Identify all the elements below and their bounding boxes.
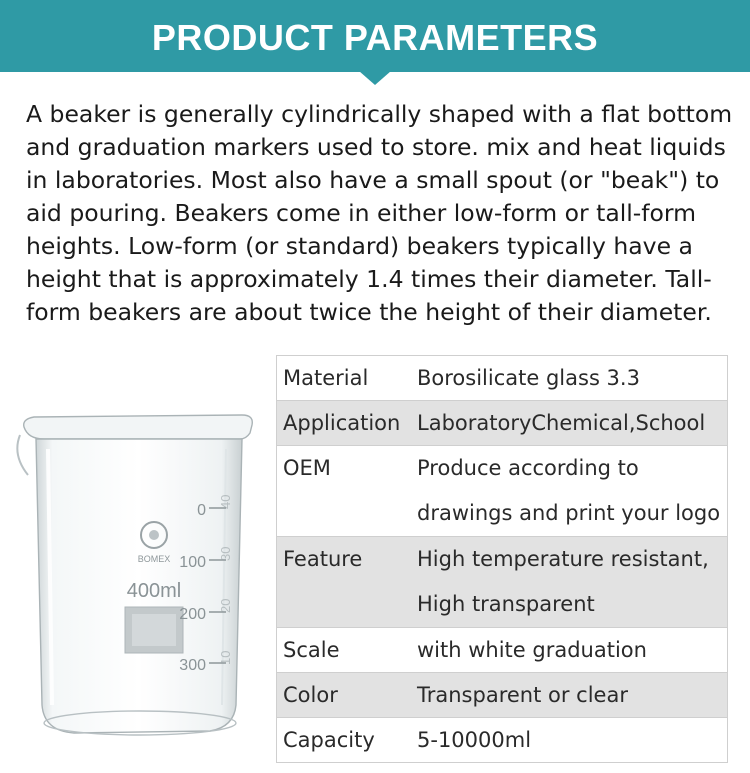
- beaker-illustration: [14, 405, 264, 750]
- spec-row-feature: [277, 537, 728, 628]
- spec-label: Capacity: [277, 718, 406, 763]
- spec-label: OEM: [277, 446, 406, 537]
- spec-value: 5-10000ml: [405, 718, 728, 763]
- spec-row-scale: [277, 628, 728, 673]
- spec-row-color: [277, 673, 728, 718]
- spec-value: LaboratoryChemical,School: [405, 401, 728, 446]
- specifications-table: [276, 355, 728, 763]
- spec-value: Borosilicate glass 3.3: [405, 356, 728, 401]
- spec-row-application: [277, 401, 728, 446]
- scale-label-0: 0: [197, 502, 206, 519]
- spec-label: Scale: [277, 628, 406, 673]
- spec-row-oem: [277, 446, 728, 537]
- spec-row-capacity: [277, 718, 728, 763]
- spec-value: [405, 446, 728, 537]
- scale-label-10: 10: [218, 650, 233, 665]
- spec-label: Color: [277, 673, 406, 718]
- scale-label-200: 200: [179, 606, 206, 623]
- scale-label-100: 100: [179, 554, 206, 571]
- spec-value: [405, 537, 728, 628]
- spec-value: Transparent or clear: [405, 673, 728, 718]
- spec-label: Material: [277, 356, 406, 401]
- beaker-brand: BOMEX: [137, 554, 171, 564]
- scale-label-40: 40: [218, 494, 233, 509]
- scale-label-20: 20: [218, 598, 233, 613]
- spec-label: Application: [277, 401, 406, 446]
- spec-value: with white graduation: [405, 628, 728, 673]
- product-description: A beaker is generally cylindrically shaped with a flat bottom and graduation markers used to store. mix and heat liquids in laboratories. Most also have a small spout (or "beak") to aid pouring. Beakers come in either low-form or tall-form heights. Low-form (or standard) beakers typically have a height that is approximately 1.4 times their diameter. Tall-form beakers are about twice the height of their diameter.: [26, 100, 733, 326]
- beaker-capacity-label: 400ml: [126, 580, 182, 602]
- scale-label-30: 30: [218, 546, 233, 561]
- spec-value-line: drawings and print your logo: [417, 501, 721, 525]
- spec-value-line: Produce according to: [417, 456, 639, 480]
- spec-value-line: High transparent: [417, 592, 595, 616]
- page-title: PRODUCT PARAMETERS: [151, 17, 599, 58]
- scale-label-300: 300: [179, 657, 206, 674]
- beaker-image: [14, 405, 264, 750]
- spec-row-material: [277, 356, 728, 401]
- spec-label: Feature: [277, 537, 406, 628]
- banner-notch: [359, 71, 391, 85]
- spec-value-line: High temperature resistant,: [417, 547, 709, 571]
